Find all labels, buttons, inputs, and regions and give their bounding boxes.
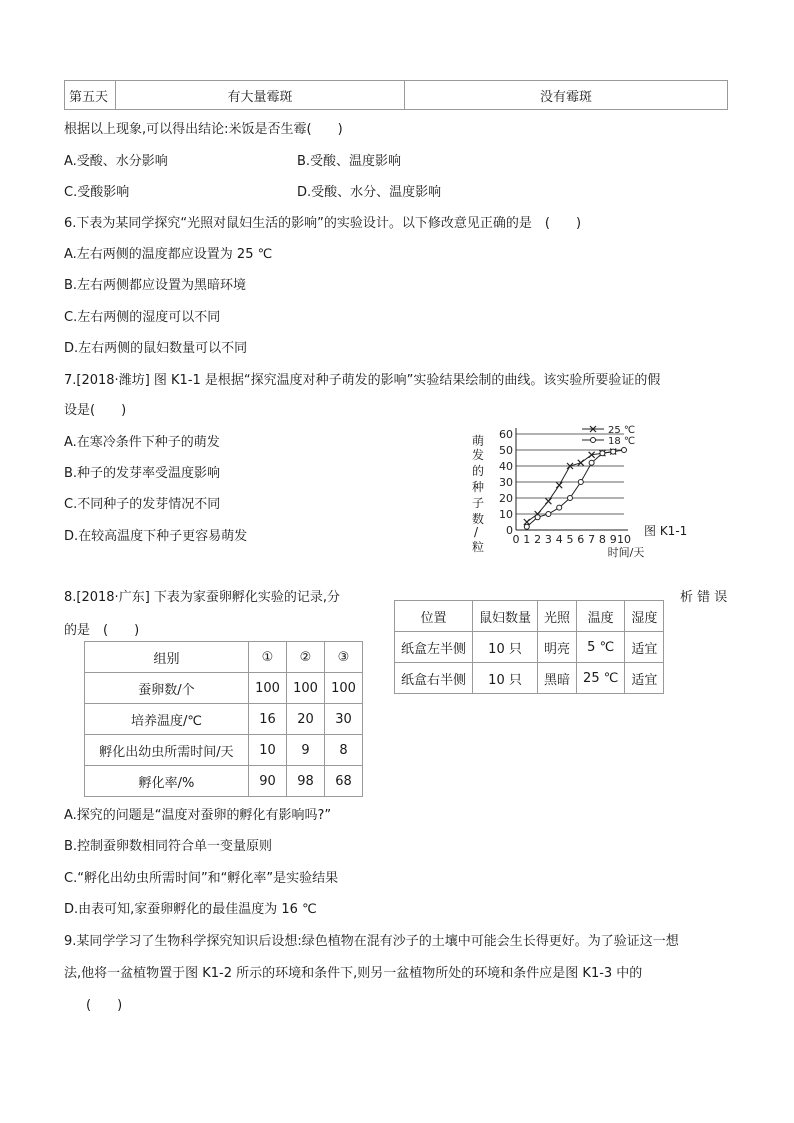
y-tick-label: 40: [499, 460, 513, 473]
header-cell: ②: [287, 642, 325, 673]
header-cell: 湿度: [625, 601, 664, 632]
q5-conclusion: 根据以上现象,可以得出结论:米饭是否生霉( ): [64, 122, 343, 137]
table-cell: 10 只: [473, 663, 538, 694]
data-point-18c: [600, 451, 605, 456]
legend-marker-18c: [591, 438, 596, 443]
x-tick-label: 7: [588, 533, 596, 546]
table-cell: 98: [287, 766, 325, 797]
q5-option-c: C.受酸影响: [64, 185, 130, 200]
y-tick-label: 20: [499, 492, 513, 505]
q8-option-a: A.探究的问题是“温度对蚕卵的孵化有影响吗?”: [64, 808, 332, 823]
y-label-char: /: [474, 525, 479, 539]
table-row: [85, 735, 363, 766]
q7-stem-line2: 设是( ): [64, 403, 127, 418]
q6-option-a: A.左右两侧的温度都应设置为 25 ℃: [64, 247, 273, 262]
header-cell: 鼠妇数量: [473, 601, 538, 632]
table-cell: 90: [249, 766, 287, 797]
figure-k1-1: [470, 420, 700, 560]
table-cell: 蚕卵数/个: [85, 673, 249, 704]
result-table-top: [64, 80, 728, 110]
q9-line2: 法,他将一盆植物置于图 K1-2 所示的环境和条件下,则另一盆植物所处的环境和条件应是图 K1-3 中的: [64, 966, 643, 981]
cell-right-result: 没有霉斑: [405, 81, 728, 110]
x-tick-label: 1: [523, 533, 531, 546]
table-row: [395, 663, 664, 694]
q7-stem-line1: 7.[2018·潍坊] 图 K1-1 是根据“探究温度对种子萌发的影响”实验结果绘制的曲线。该实验所要验证的假: [64, 373, 661, 388]
table-cell: 30: [325, 704, 363, 735]
data-point-18c: [557, 505, 562, 510]
header-cell: 光照: [538, 601, 577, 632]
y-tick-label: 30: [499, 476, 513, 489]
x-axis-label: 时间/天: [607, 546, 645, 559]
data-point-18c: [589, 460, 594, 465]
table-cell: 20: [287, 704, 325, 735]
x-tick-label: 10: [617, 533, 631, 546]
table-cell: 10 只: [473, 632, 538, 663]
header-cell: 温度: [577, 601, 625, 632]
q7-option-b: B.种子的发芽率受温度影响: [64, 466, 221, 481]
table-cell: 10: [249, 735, 287, 766]
y-label-char: 数: [472, 512, 485, 526]
table-cell: 纸盒左半侧: [395, 632, 473, 663]
header-cell: ①: [249, 642, 287, 673]
table-cell: 黑暗: [538, 663, 577, 694]
q8-option-c: C.“孵化出幼虫所需时间”和“孵化率”是实验结果: [64, 871, 339, 886]
y-label-char: 发: [472, 448, 485, 462]
x-tick-label: 5: [566, 533, 574, 546]
y-label-char: 粒: [472, 540, 485, 554]
q8-stem-b: 析 错 误: [680, 590, 728, 605]
header-cell: ③: [325, 642, 363, 673]
y-tick-label: 60: [499, 428, 513, 441]
q8-stem-line2: 的是 ( ): [64, 623, 140, 638]
q5-option-a: A.受酸、水分影响: [64, 154, 168, 169]
table-cell: 25 ℃: [577, 663, 625, 694]
data-point-18c: [622, 448, 627, 453]
data-point-18c: [524, 524, 529, 529]
table-cell: 培养温度/℃: [85, 704, 249, 735]
table-cell: 孵化出幼虫所需时间/天: [85, 735, 249, 766]
table-cell: 明亮: [538, 632, 577, 663]
data-point-18c: [578, 480, 583, 485]
figure-caption: 图 K1-1: [644, 524, 688, 538]
table-row: [85, 766, 363, 797]
table-row: [65, 81, 728, 110]
x-tick-label: 4: [555, 533, 563, 546]
table-cell: 纸盒右半侧: [395, 663, 473, 694]
cell-left-result: 有大量霉斑: [116, 81, 405, 110]
q8-stem-a: 8.[2018·广东] 下表为家蚕卵孵化实验的记录,分: [64, 590, 341, 605]
table-cell: 适宜: [625, 632, 664, 663]
table-row: [85, 673, 363, 704]
legend-label-25c: 25 ℃: [608, 425, 636, 436]
data-point-25c: [556, 482, 562, 488]
table-row: [395, 632, 664, 663]
table-cell: 9: [287, 735, 325, 766]
table-cell: 孵化率/%: [85, 766, 249, 797]
table-cell: 68: [325, 766, 363, 797]
table-header-row: [395, 601, 664, 632]
q7-option-c: C.不同种子的发芽情况不同: [64, 497, 221, 512]
y-tick-label: 10: [499, 508, 513, 521]
data-point-25c: [545, 498, 551, 504]
x-tick-label: 6: [577, 533, 585, 546]
data-point-25c: [578, 460, 584, 466]
header-cell: 位置: [395, 601, 473, 632]
q9-line3: ( ): [86, 998, 123, 1013]
table-cell: 适宜: [625, 663, 664, 694]
series-line-18c: [527, 450, 624, 527]
q5-option-b: B.受酸、温度影响: [297, 154, 402, 169]
day-cell: 第五天: [65, 81, 116, 110]
q8-option-b: B.控制蚕卵数相同符合单一变量原则: [64, 839, 273, 854]
q6-option-b: B.左右两侧都应设置为黑暗环境: [64, 278, 247, 293]
data-point-18c: [611, 449, 616, 454]
data-point-18c: [546, 512, 551, 517]
silkworm-egg-table: [84, 641, 363, 797]
q6-option-c: C.左右两侧的湿度可以不同: [64, 310, 221, 325]
legend-label-18c: 18 ℃: [608, 436, 636, 447]
table-header-row: [85, 642, 363, 673]
y-label-char: 种: [472, 480, 485, 494]
header-cell: 组别: [85, 642, 249, 673]
x-tick-label: 0: [512, 533, 520, 546]
table-cell: 100: [325, 673, 363, 704]
x-tick-label: 9: [609, 533, 617, 546]
q6-stem: 6.下表为某同学探究“光照对鼠妇生活的影响”的实验设计。以下修改意见正确的是 ( ): [64, 216, 582, 231]
table-cell: 16: [249, 704, 287, 735]
chart-plot: [470, 420, 700, 560]
table-cell: 5 ℃: [577, 632, 625, 663]
mouse-experiment-table: [394, 600, 664, 694]
q7-option-d: D.在较高温度下种子更容易萌发: [64, 529, 248, 544]
q5-option-d: D.受酸、水分、温度影响: [297, 185, 442, 200]
x-tick-label: 2: [534, 533, 542, 546]
y-tick-label: 50: [499, 444, 513, 457]
data-point-18c: [535, 515, 540, 520]
y-label-char: 萌: [472, 434, 485, 448]
q7-option-a: A.在寒冷条件下种子的萌发: [64, 435, 220, 450]
y-label-char: 的: [472, 464, 485, 478]
table-cell: 8: [325, 735, 363, 766]
q6-option-d: D.左右两侧的鼠妇数量可以不同: [64, 341, 248, 356]
q9-line1: 9.某同学学习了生物科学探究知识后设想:绿色植物在混有沙子的土壤中可能会生长得更好。为了验证这一想: [64, 934, 679, 949]
q8-option-d: D.由表可知,家蚕卵孵化的最佳温度为 16 ℃: [64, 902, 317, 917]
y-tick-label: 0: [506, 524, 513, 537]
table-row: [85, 704, 363, 735]
table-cell: 100: [287, 673, 325, 704]
y-label-char: 子: [472, 496, 485, 510]
data-point-18c: [568, 496, 573, 501]
x-tick-label: 8: [598, 533, 606, 546]
x-tick-label: 3: [544, 533, 552, 546]
table-cell: 100: [249, 673, 287, 704]
